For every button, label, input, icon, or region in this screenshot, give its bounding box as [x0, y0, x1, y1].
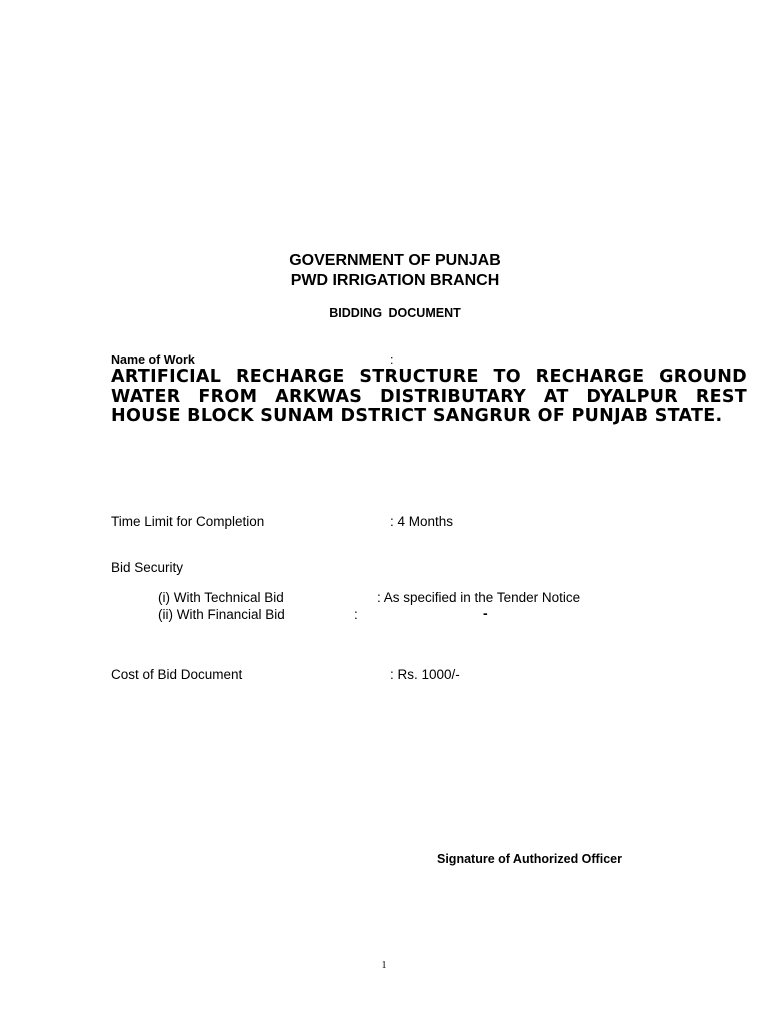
bid-security-label: Bid Security [111, 560, 184, 575]
financial-bid-value: - [483, 605, 488, 621]
work-title-line: ARTIFICIAL RECHARGE STRUCTURE TO RECHARGE GROUND [111, 367, 747, 387]
name-of-work-colon: : [390, 353, 394, 367]
time-limit-label: Time Limit for Completion [111, 514, 265, 529]
financial-bid-colon: : [354, 607, 358, 622]
work-title-line: WATER FROM ARKWAS DISTRIBUTARY AT DYALPUR REST [111, 386, 747, 407]
document-type-heading: BIDDING DOCUMENT [329, 306, 461, 320]
name-of-work-label: Name of Work [111, 353, 195, 367]
page-number: 1 [381, 960, 387, 971]
cost-of-bid-value: : Rs. 1000/- [390, 667, 460, 682]
branch-title: PWD IRRIGATION BRANCH [290, 272, 500, 289]
work-title-line: HOUSE BLOCK SUNAM DSTRICT SANGRUR OF PUNJAB STATE. [111, 406, 723, 426]
technical-bid-value: : As specified in the Tender Notice [377, 590, 581, 605]
technical-bid-label: (i) With Technical Bid [158, 590, 284, 605]
cost-of-bid-label: Cost of Bid Document [111, 667, 243, 682]
financial-bid-label: (ii) With Financial Bid [158, 607, 285, 622]
government-title: GOVERNMENT OF PUNJAB [289, 252, 501, 269]
signature-label: Signature of Authorized Officer [437, 852, 622, 866]
time-limit-value: : 4 Months [390, 514, 454, 529]
name-of-work-title [111, 368, 747, 427]
